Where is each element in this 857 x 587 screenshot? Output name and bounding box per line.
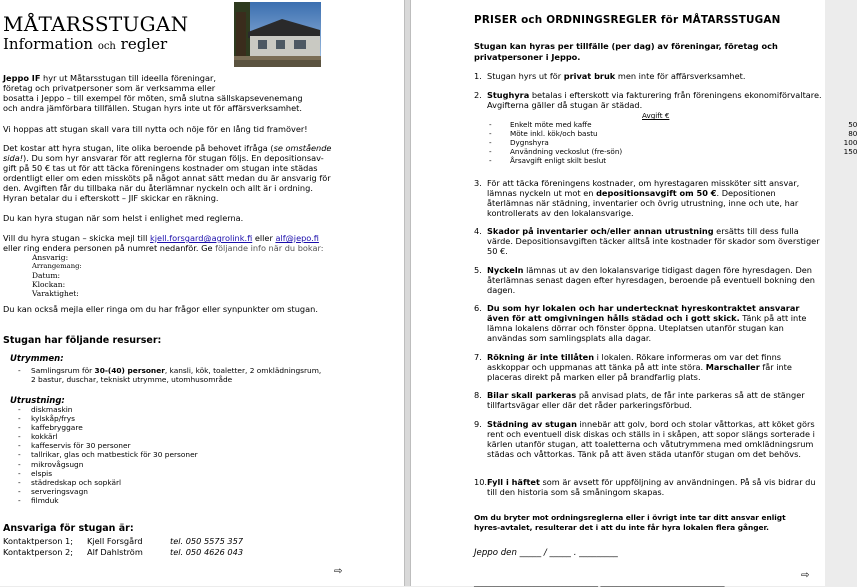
rule-5: 5. Nyckeln lämnas ut av den lokalansvarige tidigast dagen före hyresdagen. Den återlämnas senast dagen efter hyresdagen, beroende på eventuell bokning den dagen. [474, 265, 815, 295]
email-link-kjell[interactable]: kjell.forsgard@agrolink.fi [150, 233, 253, 243]
list-item: - elspis [18, 469, 198, 478]
list-item: - kokkärl [18, 432, 198, 441]
booking-fields [32, 253, 82, 298]
page-divider [404, 0, 411, 586]
contact-row: Kontaktperson 2; Alf Dahlström tel. 050 4626 043 [3, 547, 244, 557]
field-label: Datum: [32, 271, 60, 280]
list-item: - filmduk [18, 496, 198, 505]
list-item: - mikrovågsugn [18, 460, 198, 469]
contacts-list [3, 536, 243, 558]
rules-intro: Stugan kan hyras per tillfälle (per dag) av föreningar, företag och privatpersoner i Jeppo. [474, 41, 778, 62]
list-item: - serveringsvagn [18, 487, 198, 496]
rule-7: 7. Rökning är inte tillåten i lokalen. Rökare informeras om var det finns askkoppar och uppmanas att tänka på att inte störa. Marschaller får inte placeras direkt på marken eller på brandfarlig plats. [474, 352, 792, 382]
email-link-alf[interactable]: alf@jepo.fi [275, 233, 319, 243]
list-item: - städredskap och sopkärl [18, 478, 198, 487]
field-label: Klockan: [32, 280, 66, 289]
field-label: Varaktighet: [32, 289, 79, 298]
fee-row: - Dygnshyra 100 [489, 138, 857, 147]
fee-row: - Möte inkl. kök/och bastu 80 [489, 129, 857, 138]
list-item: - tallrikar, glas och matbestick för 30 personer [18, 450, 198, 459]
contact-paragraph: Vill du hyra stugan – skicka mejl till kjell.forsgard@agrolink.fi eller alf@jepo.fi eller ring endera personen på numret nedanför. Ge följande info när du bokar: [3, 233, 324, 253]
rule-10: 10. Fyll i häftet som är avsett för uppföljning av användningen. På så vis bidrar du till den historia som så småningom skapas. [474, 477, 816, 497]
list-item: - Samlingsrum för 30-(40) personer, kansli, kök, toaletter, 2 omklädningsrum, 2 bastur, duschar, tekniskt utrymme, utomhusområde [18, 366, 378, 384]
violation-note: Om du bryter mot ordningsreglerna eller i övrigt inte tar ditt ansvar enligt hyres-avtalet, resulterar det i att du inte får hyra lokalen flera gånger. [474, 513, 786, 532]
page-title: MÅTARSSTUGAN [3, 12, 189, 36]
hope-paragraph: Vi hoppas att stugan skall vara till nytta och nöje för en lång tid framöver! [3, 124, 308, 134]
fee-row: - Användning veckoslut (fre-sön) 150 [489, 147, 857, 156]
utrymmen-list [18, 366, 378, 384]
cabin-photo [234, 2, 321, 67]
list-item: - kaffebryggare [18, 423, 198, 432]
booking-paragraph: Du kan hyra stugan när som helst i enlighet med reglerna. [3, 213, 244, 223]
field-label: Arrangemang: [32, 262, 82, 270]
signature-lines: _______________________________ _______________________________ [474, 578, 725, 587]
signature-date-line: Jeppo den _____ / _____ . _________ [474, 548, 618, 558]
next-page-arrow-icon[interactable]: ⇨ [801, 570, 810, 581]
list-item: - diskmaskin [18, 405, 198, 414]
rule-9: 9. Städning av stugan innebär att golv, bord och stolar våttorkas, att köket görs rent och eventuell disk diskas och ställs in i skåpen, att sopor slängs sorterade i kärlen utanför stugan, att toaletterna och våtutrymmena med omklädningsrum städas och våttorkas. Tänk på att även städa utanför stugan om det behövs. [474, 419, 815, 459]
list-item: - kaffeservis för 30 personer [18, 441, 198, 450]
info-page [0, 0, 404, 586]
list-item: - kylskåp/frys [18, 414, 198, 423]
rule-8: 8. Bilar skall parkeras på anvisad plats, de får inte parkeras så att de stänger tillfartsvägar eller där det råder parkeringsförbud. [474, 390, 805, 410]
rule-3: 3. För att täcka föreningens kostnader, om hyrestagaren missköter sitt ansvar, lämnas nyckeln ut mot en depositionsavgift om 50 €. Depositionen återlämnas när städning, inventarier och övrig utrustning, inne och ute, har kontrollerats av den lokalansvarige. [474, 178, 800, 218]
rules-page [411, 0, 857, 587]
intro-paragraph: Jeppo IF hyr ut Måtarsstugan till ideella föreningar, företag och privatpersoner som är verksamma eller bosatta i Jeppo – till exempel för möten, små slutna sällskapsevenemang och andra jämförbara tillfällen. Stugan hyrs inte ut för affärsverksamhet. [3, 73, 303, 113]
fee-row: - Årsavgift enligt skilt beslut [489, 156, 607, 165]
rule-6: 6. Du som hyr lokalen och har undertecknat hyreskontraktet ansvarar även för att omgivningen hålls städad och i gott skick. Tänk på att inte lämna lokalens dörrar och fönster öppna. Uteplatsen utanför stugan kan användas som samlingsplats alla dagar. [474, 303, 807, 343]
utrustning-heading: Utrustning: [10, 396, 65, 406]
next-page-arrow-icon[interactable]: ⇨ [334, 566, 343, 577]
resources-heading: Stugan har följande resurser: [3, 335, 162, 346]
contact-row: Kontaktperson 1; Kjell Forsgård tel. 050 5575 357 [3, 536, 244, 546]
rule-2: 2. Stughyra betalas i efterskott via fakturering från föreningens ekonomiförvaltare. Avgifterna gäller då stugan är städad. [474, 90, 822, 110]
fee-header: Avgift € [642, 111, 670, 120]
page-subtitle: Information och regler [3, 35, 168, 53]
field-label: Ansvarig: [32, 253, 69, 262]
cost-paragraph: Det kostar att hyra stugan, lite olika beroende på behovet ifråga (se omstående sida!). Du som hyr ansvarar för att reglerna för stugan följs. En depositionsav- gift på 50 € tas ut för att täcka föreningens kostnader om stugan inte städas ordentligt eller om eden missköts på något annat sätt medan du är ansvarig för den. Avgiften får du tillbaka när du återlämnar nyckeln och allt är i ordning. Hyran betalar du i efterskott – JIF skickar en räkning. [3, 143, 332, 203]
questions-paragraph: Du kan också mejla eller ringa om du har frågor eller synpunkter om stugan. [3, 304, 318, 314]
fee-table [489, 111, 857, 165]
fee-row: - Enkelt möte med kaffe 50 [489, 120, 857, 129]
rule-1: 1. Stugan hyrs ut för privat bruk men inte för affärsverksamhet. [474, 71, 746, 81]
utrymmen-heading: Utrymmen: [10, 354, 64, 364]
utrustning-list [18, 405, 198, 505]
rules-title: PRISER och ORDNINGSREGLER för MÅTARSSTUGAN [474, 14, 781, 26]
contacts-heading: Ansvariga för stugan är: [3, 523, 134, 534]
rule-4: 4. Skador på inventarier och/eller annan utrustning ersätts till dess fulla värde. Depositionsavgiften täcker alltså inte kostnader för skador som överstiger 50 €. [474, 226, 820, 256]
